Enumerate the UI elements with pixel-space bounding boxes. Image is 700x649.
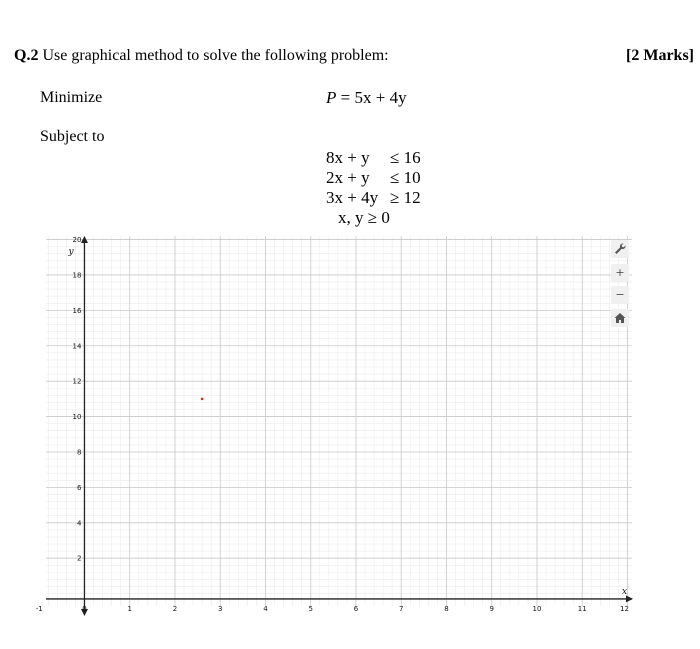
- x-tick-label: 8: [444, 604, 449, 613]
- wrench-icon[interactable]: [611, 240, 629, 258]
- constraint-rhs: 12: [403, 188, 421, 207]
- constraint-op: ≥: [390, 188, 400, 207]
- constraint-lhs: 2x + y: [326, 168, 370, 187]
- data-point: [201, 398, 204, 401]
- x-tick-label: -1: [35, 604, 43, 613]
- constraint-lhs: 8x + y: [326, 148, 370, 167]
- constraint-row: [326, 148, 421, 168]
- question-line: [14, 46, 694, 66]
- minimize-label: Minimize: [40, 89, 103, 106]
- constraint-lhs: 3x + 4y: [326, 188, 379, 207]
- zoom-in-button[interactable]: +: [611, 264, 629, 282]
- subject-to-label: Subject to: [40, 128, 105, 145]
- constraint-row: [338, 208, 390, 228]
- graph-canvas[interactable]: [0, 228, 700, 644]
- zoom-out-button[interactable]: −: [611, 286, 629, 304]
- x-tick-label: 5: [308, 604, 313, 613]
- x-tick-label: 0: [82, 604, 87, 613]
- objective-rhs: 5x + 4y: [354, 88, 407, 107]
- x-tick-label: 9: [489, 604, 494, 613]
- objective-function: [326, 88, 407, 108]
- x-tick-label: 2: [172, 604, 178, 613]
- constraint-row: [326, 168, 421, 188]
- y-tick-label: 6: [76, 483, 82, 492]
- objective-lhs: P: [326, 88, 337, 107]
- x-axis-label: x: [622, 586, 628, 597]
- constraint-op: ≥: [367, 208, 378, 227]
- x-tick-label: 3: [217, 604, 223, 613]
- question-number: Q.2: [14, 47, 39, 64]
- constraint-rhs: 16: [403, 148, 421, 167]
- y-tick-label: 4: [76, 519, 82, 528]
- constraint-rhs: 0: [381, 208, 390, 227]
- y-axis-label: y: [68, 247, 74, 257]
- y-tick-label: 18: [72, 271, 82, 280]
- y-tick-label: 16: [72, 306, 82, 315]
- constraint-lhs: x, y: [338, 208, 364, 227]
- graph-area[interactable]: [0, 228, 700, 644]
- y-tick-label: 14: [72, 342, 82, 351]
- x-tick-label: 12: [620, 604, 629, 613]
- x-tick-label: 11: [577, 604, 587, 613]
- constraint-rhs: 10: [403, 168, 421, 187]
- x-tick-label: 7: [398, 604, 404, 613]
- y-tick-label: 10: [72, 413, 82, 422]
- y-tick-label: 12: [72, 377, 82, 386]
- x-tick-label: 6: [353, 604, 359, 613]
- question-prompt: Use graphical method to solve the following problem:: [42, 47, 389, 64]
- constraint-op: ≤: [390, 168, 400, 187]
- x-tick-label: 10: [532, 604, 542, 613]
- question-marks: [2 Marks]: [626, 47, 694, 64]
- objective-eq: =: [340, 88, 351, 107]
- y-tick-label: 8: [76, 448, 82, 457]
- y-tick-label: 20: [72, 236, 82, 245]
- y-tick-label: 2: [76, 554, 82, 563]
- constraint-op: ≤: [390, 148, 400, 167]
- x-tick-label: 4: [263, 604, 268, 613]
- x-tick-label: 1: [127, 604, 132, 613]
- constraint-row: [326, 188, 421, 208]
- home-icon[interactable]: [611, 309, 629, 327]
